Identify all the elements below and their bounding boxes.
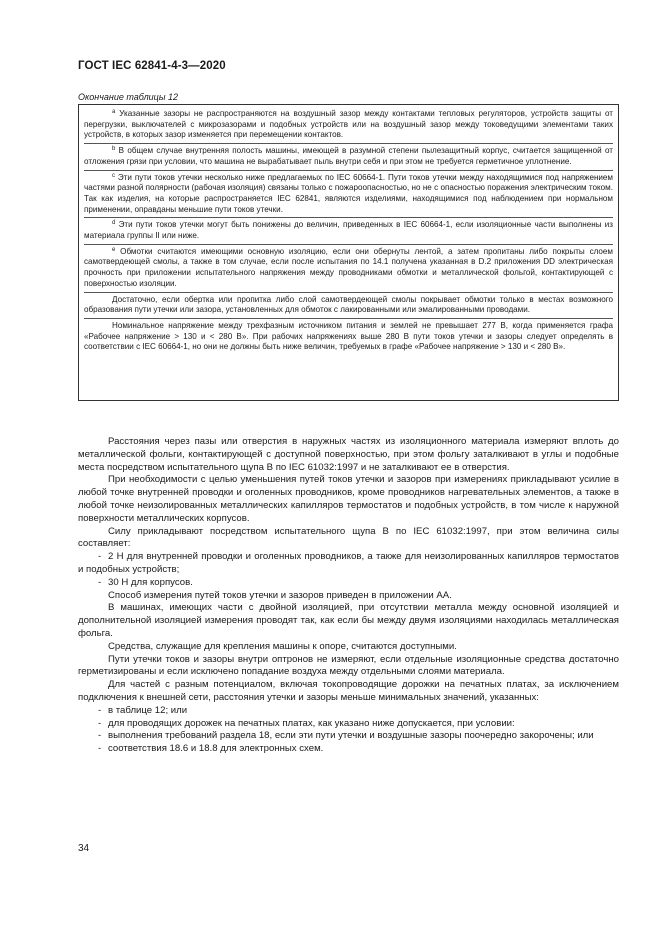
paragraph-text: Средства, служащие для крепления машины к опоре, считаются доступными. bbox=[108, 640, 457, 652]
note-text: Эти пути токов утечки могут быть понижены до величин, приведенных в IEC 60664-1, если изоляционные части выполнены из материала группы II или ниже. bbox=[84, 220, 614, 241]
paragraph bbox=[78, 679, 619, 705]
paragraph-text: для проводящих дорожек на печатных платах, как указано ниже допускается, при условии: bbox=[108, 717, 515, 729]
note-marker: a bbox=[112, 109, 116, 115]
paragraph bbox=[78, 590, 619, 603]
body-text bbox=[78, 436, 619, 756]
table-note bbox=[84, 292, 613, 316]
paragraph bbox=[78, 474, 619, 525]
paragraph-text: в таблице 12; или bbox=[108, 704, 188, 716]
paragraph bbox=[78, 602, 619, 640]
list-item bbox=[78, 718, 619, 731]
note-marker: b bbox=[112, 146, 116, 153]
page-number: 34 bbox=[78, 843, 90, 854]
table-notes-box bbox=[78, 104, 619, 401]
table-caption: Окончание таблицы 12 bbox=[78, 92, 178, 102]
note-text: Обмотки считаются имеющими основную изоляцию, если они обернуты лентой, а затем пропитаны либо покрыты слоем самотвердеющей смолы, а также в том случае, если после испытания по 14.1 получена указанная в D.2 приложения DD электрическая прочность при приложении испытательного напряжения между проводниками обмотки и металлической фольгой, контактирующей с поверхностью изоляции. bbox=[84, 246, 613, 288]
paragraph-text: Расстояния через пазы или отверстия в наружных частях из изоляционного материала измеряют вплоть до металлической фольги, контактирующей с доступной поверхностью, при этом фольгу заталкивают в углы и подобные места посредством испытательного щупа В по IEC 61032:1997 и не заталкивают ее в отверстия. bbox=[78, 436, 619, 473]
list-dash: - bbox=[98, 704, 102, 716]
table-note bbox=[84, 217, 613, 241]
list-dash: - bbox=[98, 717, 102, 729]
paragraph-text: 2 Н для внутренней проводки и оголенных проводников, а также для неизолированных капилляров термостатов и подобных устройств; bbox=[78, 551, 619, 575]
note-marker: d bbox=[112, 220, 116, 227]
note-marker: c bbox=[112, 172, 115, 179]
note-text: Достаточно, если обертка или пропитка либо слой самотвердеющей смолы покрывает обмотки только в местах возможного образования пути утечки или зазора, установленных для обмоток с лакированными или эмалированными проводами. bbox=[84, 294, 613, 315]
table-note bbox=[84, 143, 613, 167]
note-marker: e bbox=[112, 246, 116, 253]
note-text: Указанные зазоры не распространяются на воздушный зазор между контактами тепловых регуляторов, устройств защиты от перегрузки, выключателей с микрозазорами и подобных устройств или на воздушный зазор между токоведущими элементами таких устройств, в которых зазор изменяется при перемещении контактов. bbox=[84, 109, 614, 140]
note-text: Номинальное напряжение между трехфазным источником питания и землей не превышает 277 В, когда применяется графа «Рабочее напряжение > 130 и < 280 В». При рабочих напряжениях выше 280 В пути токов утечки и зазоры следует определять в соответствии с IEC 60664-1, но они не должны быть ниже величин, требуемых в графе «Рабочее напряжение > 130 и < 280 В». bbox=[84, 320, 613, 352]
list-dash: - bbox=[98, 730, 102, 742]
document-header: ГОСТ IEC 62841-4-3—2020 bbox=[78, 60, 226, 72]
list-dash: - bbox=[98, 551, 102, 563]
paragraph-text: Пути утечки токов и зазоры внутри оптронов не измеряют, если отдельные изоляционные средства достаточно герметизированы и если исключено попадание воздуха между отдельными слоями материала. bbox=[78, 653, 619, 678]
list-item bbox=[78, 551, 619, 577]
list-dash: - bbox=[98, 576, 102, 588]
paragraph-text: В машинах, имеющих части с двойной изоляцией, при отсутствии металла между основной изоляцией и дополнительной изоляцией измерения проводят так, как если бы между двумя изоляциями находилась металлическая фольга. bbox=[78, 602, 619, 639]
paragraph-text: При необходимости с целью уменьшения путей токов утечки и зазоров при измерениях прикладывают усилие в любой точке внутренней проводки и оголенных проводников, кроме проводников нагревательных элементов, а также в любой точке неизолированных металлических капилляров термостатов и подобных устройств, в том числе к наружной поверхности металлических корпусов. bbox=[78, 474, 619, 524]
list-item bbox=[78, 577, 619, 590]
list-item bbox=[78, 730, 619, 743]
table-note bbox=[84, 318, 613, 353]
paragraph bbox=[78, 436, 619, 474]
table-note bbox=[84, 244, 613, 290]
paragraph bbox=[78, 526, 619, 552]
paragraph-text: Для частей с разным потенциалом, включая токопроводящие дорожки на печатных платах, за исключением подключения к внешней сети, расстояния утечки и зазоры меньше минимальных значений, указанных: bbox=[78, 679, 619, 703]
table-note bbox=[84, 170, 613, 216]
paragraph-text: соответствия 18.6 и 18.8 для электронных схем. bbox=[108, 743, 324, 755]
paragraph bbox=[78, 641, 619, 654]
table-note bbox=[84, 109, 613, 141]
paragraph bbox=[78, 654, 619, 680]
paragraph-text: 30 Н для корпусов. bbox=[108, 576, 193, 588]
list-dash: - bbox=[98, 743, 102, 755]
note-text: В общем случае внутренняя полость машины, имеющей в разумной степени пылезащитный корпус, считается защищенной от отложения грязи при условии, что машина не вырабатывает пыль внутри себя и при этом не требуется герметичное уплотнение. bbox=[84, 146, 614, 166]
list-item bbox=[78, 743, 619, 756]
paragraph-text: Силу прикладывают посредством испытательного щупа В по IEC 61032:1997, при этом величина силы составляет: bbox=[78, 525, 619, 550]
paragraph-text: Способ измерения путей токов утечки и зазоров приведен в приложении АА. bbox=[108, 589, 452, 601]
note-text: Эти пути токов утечки несколько ниже предлагаемых по IEC 60664-1. Пути токов утечки между находящимися под напряжением частями разной полярности (рабочая изоляция) связаны только с пожароопасностью, но не с опасностью поражения электрическим током. Так как изделия, на которые распространяется IEC 62841, являются изделиями, находящимися под наблюдением при нормальном применении, оправданы меньшие пути токов утечки. bbox=[84, 172, 614, 214]
list-item bbox=[78, 705, 619, 718]
paragraph-text: выполнения требований раздела 18, если эти пути утечки и воздушные зазоры поочередно закорочены; или bbox=[108, 730, 594, 742]
